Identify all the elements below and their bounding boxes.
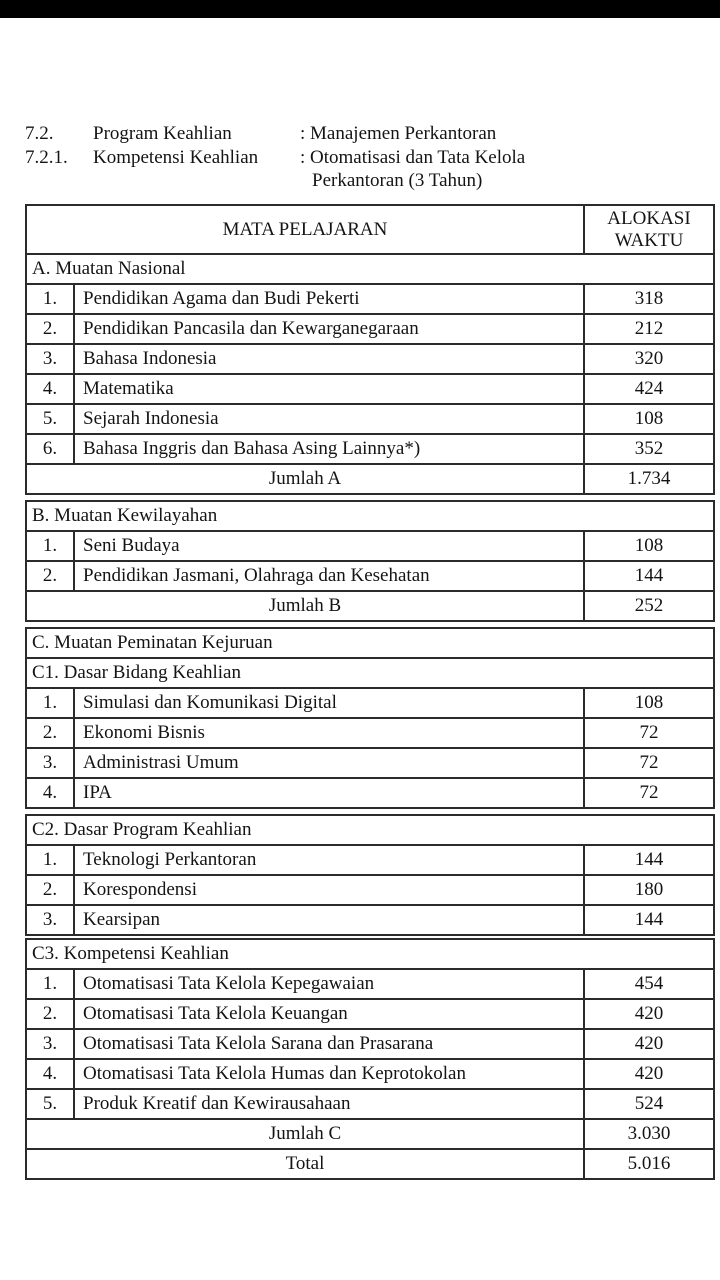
subject-row	[25, 904, 715, 936]
subject-name: Seni Budaya	[83, 535, 180, 556]
row-number: 3.	[27, 749, 75, 777]
curriculum-table	[25, 204, 715, 1180]
allocation-value: 420	[583, 1030, 713, 1058]
table-header-row	[25, 204, 715, 255]
row-number: 2.	[27, 315, 75, 343]
heading-line1-number: 7.2.	[25, 123, 54, 144]
row-number: 1.	[27, 285, 75, 313]
section-row	[25, 627, 715, 659]
allocation-value: 72	[583, 749, 713, 777]
row-number: 2.	[27, 876, 75, 904]
row-number: 5.	[27, 405, 75, 433]
subject-row	[25, 403, 715, 435]
heading-line2-value: : Otomatisasi dan Tata Kelola	[300, 146, 526, 168]
subject-name: Simulasi dan Komunikasi Digital	[83, 692, 337, 713]
allocation-value: 424	[583, 375, 713, 403]
allocation-value: 144	[583, 562, 713, 590]
allocation-value: 454	[583, 970, 713, 998]
subject-name: Otomatisasi Tata Kelola Humas dan Keprotokolan	[83, 1063, 466, 1084]
alokasi-line2: WAKTU	[614, 229, 684, 251]
section-label: C3. Kompetensi Keahlian	[32, 943, 229, 964]
allocation-value: 108	[583, 532, 713, 560]
allocation-value: 72	[583, 719, 713, 747]
subject-row	[25, 1088, 715, 1120]
summary-row	[25, 1148, 715, 1180]
summary-row	[25, 1118, 715, 1150]
subject-row	[25, 313, 715, 345]
summary-value: 5.016	[583, 1150, 713, 1178]
row-number: 3.	[27, 345, 75, 373]
subject-row	[25, 874, 715, 906]
row-number: 4.	[27, 779, 75, 807]
row-number: 2.	[27, 719, 75, 747]
top-letterbox-bar	[0, 0, 720, 18]
row-number: 1.	[27, 532, 75, 560]
subject-row	[25, 343, 715, 375]
summary-value: 1.734	[583, 465, 713, 493]
subject-row	[25, 530, 715, 562]
allocation-value: 72	[583, 779, 713, 807]
summary-label: Total	[285, 1153, 325, 1174]
subject-row	[25, 1028, 715, 1060]
allocation-value: 144	[583, 906, 713, 934]
section-row	[25, 938, 715, 970]
heading-line2-number: 7.2.1.	[25, 146, 68, 168]
subject-name: Pendidikan Agama dan Budi Pekerti	[83, 288, 360, 309]
row-number: 6.	[27, 435, 75, 463]
allocation-value: 318	[583, 285, 713, 313]
summary-value: 252	[583, 592, 713, 620]
allocation-value: 108	[583, 405, 713, 433]
subject-name: Produk Kreatif dan Kewirausahaan	[83, 1093, 351, 1114]
section-label: C. Muatan Peminatan Kejuruan	[32, 632, 273, 653]
summary-value: 3.030	[583, 1120, 713, 1148]
row-number: 3.	[27, 906, 75, 934]
row-number: 1.	[27, 846, 75, 874]
subject-name: Pendidikan Pancasila dan Kewarganegaraan	[83, 318, 419, 339]
allocation-value: 524	[583, 1090, 713, 1118]
heading-line2-label: Kompetensi Keahlian	[93, 146, 259, 168]
subject-row	[25, 687, 715, 719]
section-label: B. Muatan Kewilayahan	[32, 505, 218, 526]
section-row	[25, 500, 715, 532]
subject-name: Pendidikan Jasmani, Olahraga dan Kesehatan	[83, 565, 430, 586]
subject-name: Bahasa Indonesia	[83, 348, 217, 369]
subject-row	[25, 560, 715, 592]
subject-name: Otomatisasi Tata Kelola Keuangan	[83, 1003, 348, 1024]
section-row	[25, 253, 715, 285]
subject-name: Kearsipan	[83, 909, 161, 930]
heading-line1-value: : Manajemen Perkantoran	[300, 123, 497, 144]
allocation-value: 144	[583, 846, 713, 874]
section-label: C2. Dasar Program Keahlian	[32, 819, 252, 840]
allocation-value: 108	[583, 689, 713, 717]
subject-row	[25, 968, 715, 1000]
heading-line3-value: Perkantoran (3 Tahun)	[312, 170, 483, 192]
table-body	[25, 253, 715, 1180]
subject-row	[25, 283, 715, 315]
heading-line1-label: Program Keahlian	[93, 123, 232, 144]
subject-row	[25, 433, 715, 465]
subject-name: Otomatisasi Tata Kelola Sarana dan Prasarana	[83, 1033, 434, 1054]
row-number: 2.	[27, 1000, 75, 1028]
subject-row	[25, 777, 715, 809]
allocation-value: 320	[583, 345, 713, 373]
column-header-alokasi-waktu	[583, 206, 713, 253]
alokasi-line1: ALOKASI	[607, 207, 691, 229]
subject-row	[25, 717, 715, 749]
subject-name: Ekonomi Bisnis	[83, 722, 205, 743]
subject-row	[25, 747, 715, 779]
subject-name: Otomatisasi Tata Kelola Kepegawaian	[83, 973, 375, 994]
program-heading	[25, 122, 710, 193]
allocation-value: 420	[583, 1060, 713, 1088]
row-number: 1.	[27, 970, 75, 998]
row-number: 2.	[27, 562, 75, 590]
allocation-value: 180	[583, 876, 713, 904]
summary-row	[25, 590, 715, 622]
subject-name: IPA	[83, 782, 112, 803]
subject-row	[25, 998, 715, 1030]
row-number: 5.	[27, 1090, 75, 1118]
section-label: C1. Dasar Bidang Keahlian	[32, 662, 241, 683]
subject-row	[25, 1058, 715, 1090]
summary-row	[25, 463, 715, 495]
row-number: 3.	[27, 1030, 75, 1058]
subject-name: Administrasi Umum	[83, 752, 239, 773]
section-row	[25, 814, 715, 846]
allocation-value: 212	[583, 315, 713, 343]
allocation-value: 420	[583, 1000, 713, 1028]
subject-name: Korespondensi	[83, 879, 197, 900]
column-header-mata-pelajaran: MATA PELAJARAN	[222, 218, 388, 240]
allocation-value: 352	[583, 435, 713, 463]
subject-name: Bahasa Inggris dan Bahasa Asing Lainnya*)	[83, 438, 421, 459]
subject-row	[25, 373, 715, 405]
subject-name: Sejarah Indonesia	[83, 408, 219, 429]
row-number: 4.	[27, 1060, 75, 1088]
summary-label: Jumlah C	[268, 1123, 342, 1144]
summary-label: Jumlah B	[268, 595, 342, 616]
section-label: A. Muatan Nasional	[32, 258, 186, 279]
subject-row	[25, 844, 715, 876]
row-number: 1.	[27, 689, 75, 717]
section-row	[25, 657, 715, 689]
row-number: 4.	[27, 375, 75, 403]
subject-name: Matematika	[83, 378, 174, 399]
summary-label: Jumlah A	[268, 468, 342, 489]
subject-name: Teknologi Perkantoran	[83, 849, 257, 870]
